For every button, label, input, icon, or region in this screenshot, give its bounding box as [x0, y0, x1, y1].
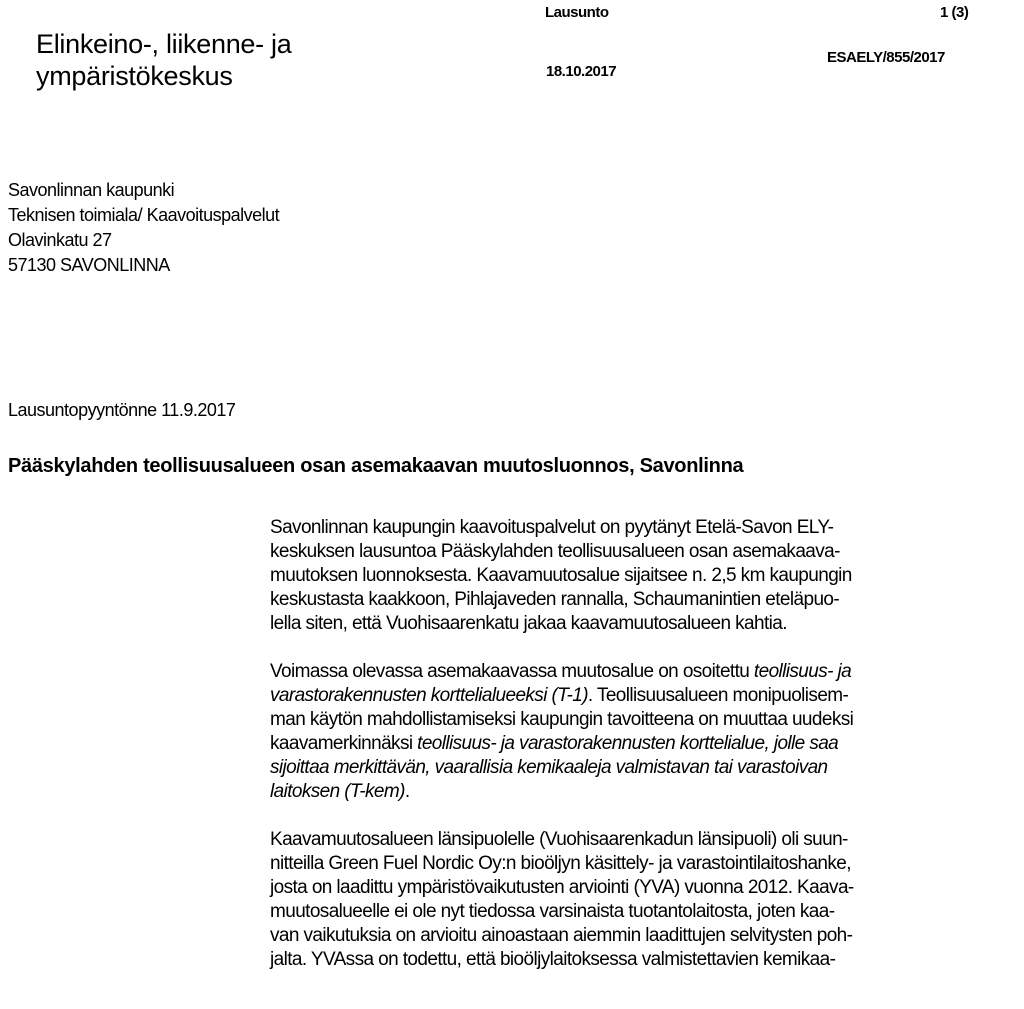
paragraph-3 — [270, 828, 1022, 972]
text-line: van vaikutuksia on arvioitu ainoastaan aiemmin laadittujen selvitysten poh- — [270, 925, 853, 946]
text-segment: kaavamerkinnäksi — [270, 733, 418, 754]
text-line: josta on laadittu ympäristövaikutusten arviointi (YVA) vuonna 2012. Kaava- — [270, 877, 854, 898]
text-line: muutoksen luonnoksesta. Kaavamuutosalue sijaitsee n. 2,5 km kaupungin — [270, 565, 852, 586]
text-line: nitteilla Green Fuel Nordic Oy:n bioöljyn käsittely- ja varastointilaitoshanke, — [270, 853, 851, 874]
emphasis-segment: teollisuus- ja — [753, 661, 852, 682]
page-count: 1 (3) — [940, 4, 969, 21]
text-line: Savonlinnan kaupungin kaavoituspalvelut on pyytänyt Etelä-Savon ELY- — [270, 517, 834, 538]
document-type: Lausunto — [545, 4, 609, 21]
text-line — [270, 756, 1022, 780]
text-line: Kaavamuutosalueen länsipuolelle (Vuohisaarenkadun länsipuoli) oli suun- — [270, 829, 848, 850]
paragraph-2 — [270, 660, 1022, 804]
text-line: man käytön mahdollistamiseksi kaupungin tavoitteena on muuttaa uudeksi — [270, 709, 854, 730]
text-line: muutosalueelle ei ole nyt tiedossa varsinaista tuotantolaitosta, joten kaa- — [270, 901, 835, 922]
emphasis-segment: sijoittaa merkittävän, vaarallisia kemikaaleja valmistavan tai varastoivan — [270, 757, 828, 778]
recipient-department: Teknisen toimiala/ Kaavoituspalvelut — [8, 205, 280, 225]
request-reference: Lausuntopyyntönne 11.9.2017 — [8, 400, 236, 420]
text-line: keskuksen lausuntoa Pääskylahden teollisuusalueen osan asemakaava- — [270, 541, 840, 562]
text-line — [270, 660, 1022, 684]
text-line: jalta. YVAssa on todettu, että bioöljylaitoksessa valmistettavien kemikaa- — [270, 949, 836, 970]
reference-number: ESAELY/855/2017 — [827, 49, 945, 66]
text-line: lella siten, että Vuohisaarenkatu jakaa kaavamuutosalueen kahtia. — [270, 613, 787, 634]
text-segment: Voimassa olevassa asemakaavassa muutosalue on osoitettu — [270, 661, 754, 682]
document-subject: Pääskylahden teollisuusalueen osan asemakaavan muutosluonnos, Savonlinna — [8, 455, 744, 477]
sender-org-line-2: ympäristökeskus — [36, 61, 233, 91]
text-line — [270, 780, 1022, 804]
statement-body — [270, 516, 1022, 996]
text-line — [270, 684, 1022, 708]
document-date: 18.10.2017 — [546, 63, 617, 80]
emphasis-segment: teollisuus- ja varastorakennusten korttelialue, jolle saa — [417, 733, 839, 754]
paragraph-1 — [270, 516, 1022, 636]
emphasis-segment: varastorakennusten korttelialueeksi (T-1) — [270, 685, 588, 706]
recipient-address — [8, 178, 279, 278]
recipient-street: Olavinkatu 27 — [8, 230, 112, 250]
recipient-postal: 57130 SAVONLINNA — [8, 255, 170, 275]
recipient-name: Savonlinnan kaupunki — [8, 180, 175, 200]
emphasis-segment: laitoksen (T-kem) — [270, 781, 405, 802]
text-line: keskustasta kaakkoon, Pihlajaveden rannalla, Schaumanintien eteläpuo- — [270, 589, 840, 610]
sender-org-line-1: Elinkeino-, liikenne- ja — [36, 29, 292, 59]
sender-organization — [36, 28, 291, 92]
text-segment: . — [404, 781, 410, 802]
text-segment: . Teollisuusalueen monipuolisem- — [587, 685, 849, 706]
text-line — [270, 732, 1022, 756]
